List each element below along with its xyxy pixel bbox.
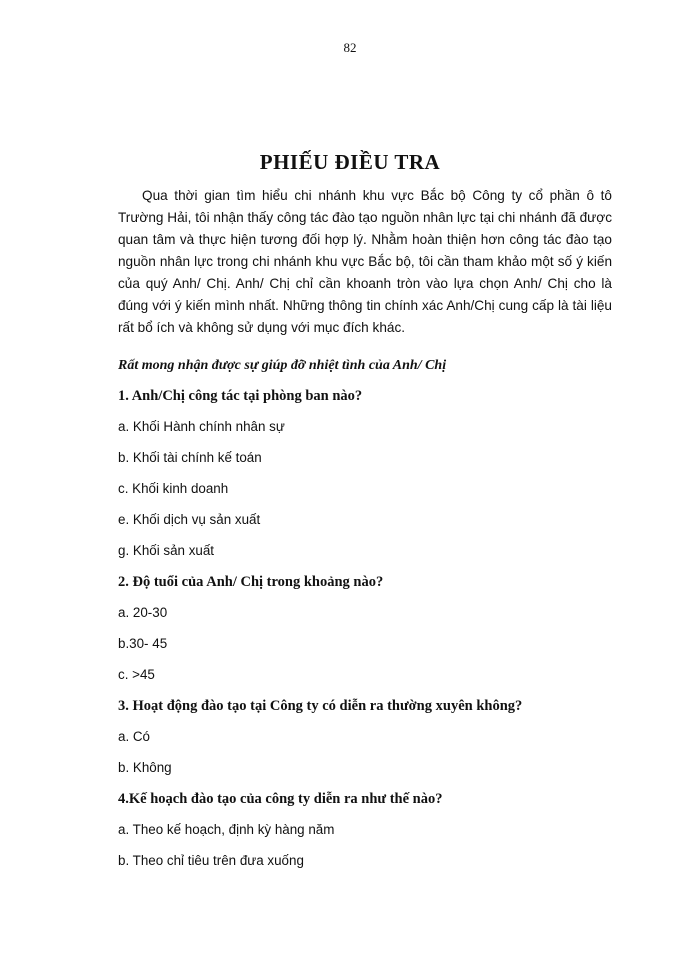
question-block	[118, 386, 612, 572]
answer-option: b. Theo chỉ tiêu trên đưa xuống	[118, 853, 304, 868]
answer-option: b.30- 45	[118, 636, 168, 651]
question-block	[118, 789, 612, 882]
question-block	[118, 696, 612, 789]
page-number: 82	[343, 40, 357, 55]
questionnaire	[118, 386, 612, 882]
answer-option: b. Khối tài chính kế toán	[118, 450, 262, 465]
answer-option: a. 20-30	[118, 605, 168, 620]
question-title: 2. Độ tuổi của Anh/ Chị trong khoảng nào?	[118, 574, 384, 590]
page-title: PHIẾU ĐIỀU TRA	[259, 150, 441, 174]
question-title: 1. Anh/Chị công tác tại phòng ban nào?	[118, 388, 363, 404]
request-line: Rất mong nhận được sự giúp đỡ nhiệt tình của Anh/ Chị	[118, 358, 447, 373]
answer-option: b. Không	[118, 760, 172, 775]
question-block	[118, 572, 612, 696]
question-title: 4.Kế hoạch đào tạo của công ty diễn ra như thế nào?	[118, 791, 443, 807]
answer-option: g. Khối sản xuất	[118, 543, 215, 558]
answer-option: c. Khối kinh doanh	[118, 481, 229, 496]
answer-option: e. Khối dịch vụ sản xuất	[118, 512, 261, 527]
answer-option: a. Khối Hành chính nhân sự	[118, 419, 285, 434]
answer-option: a. Có	[118, 729, 151, 744]
question-title: 3. Hoạt động đào tạo tại Công ty có diễn ra thường xuyên không?	[118, 698, 523, 714]
intro-paragraph: Qua thời gian tìm hiểu chi nhánh khu vực Bắc bộ Công ty cổ phần ô tô Trường Hải, tôi nhận thấy công tác đào tạo nguồn nhân lực tại chi nhánh đã được quan tâm và thực hiện tương đối hợp lý. Nhằm hoàn thiện hơn công tác đào tạo nguồn nhân lực trong chi nhánh khu vực Bắc bộ, tôi cần tham khảo một số ý kiến của quý Anh/ Chị. Anh/ Chị chỉ cần khoanh tròn vào lựa chọn Anh/ Chị cho là đúng với ý kiến mình nhất. Những thông tin chính xác Anh/Chị cung cấp là tài liệu rất bổ ích và không sử dụng với mục đích khác.	[118, 188, 612, 335]
document-body	[118, 185, 612, 882]
answer-option: c. >45	[118, 667, 155, 682]
answer-option: a. Theo kế hoạch, định kỳ hàng năm	[118, 822, 335, 837]
